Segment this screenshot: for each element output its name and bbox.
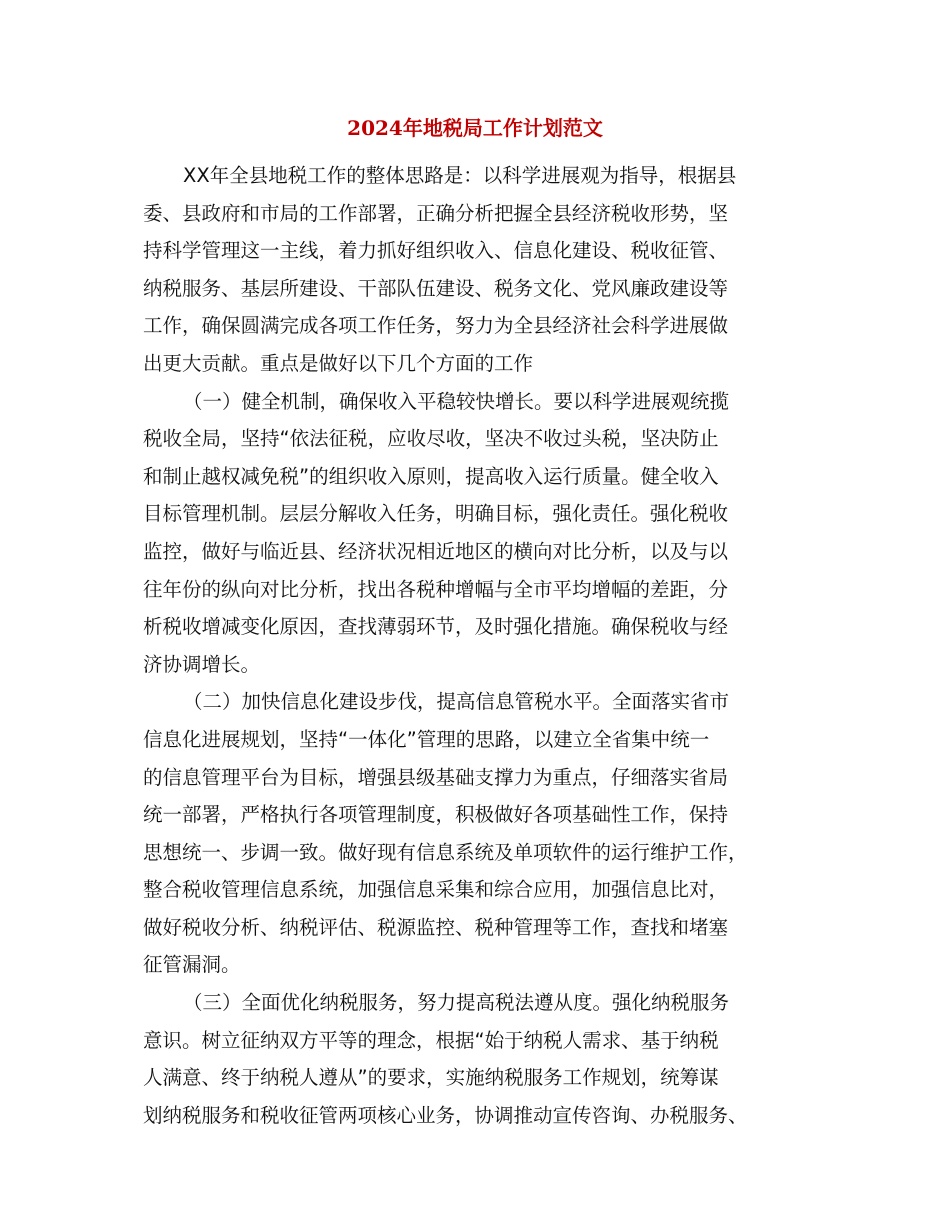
text-line: 析税收增减变化原因，查找薄弱环节，及时强化措施。确保税收与经 [143, 615, 729, 639]
text-line: （二）加快信息化建设步伐，提高信息管税水平。全面落实省市 [183, 690, 730, 714]
text-line: 工作，确保圆满完成各项工作任务，努力为全县经济社会科学进展做 [143, 314, 729, 338]
document-body [143, 157, 803, 1134]
text-line: 的信息管理平台为目标，增强县级基础支撑力为重点，仔细落实省局 [143, 765, 729, 789]
text-line: XX年全县地税工作的整体思路是：以科学进展观为指导，根据县 [183, 164, 737, 187]
text-line: 统一部署，严格执行各项管理制度，积极做好各项基础性工作，保持 [143, 803, 729, 827]
text-line: 往年份的纵向对比分析，找出各税种增幅与全市平均增幅的差距，分 [143, 577, 729, 601]
text-line: 做好税收分析、纳税评估、税源监控、税种管理等工作，查找和堵塞 [143, 915, 729, 939]
text-line: 持科学管理这一主线，着力抓好组织收入、信息化建设、税收征管、 [143, 239, 729, 263]
text-line: 目标管理机制。层层分解收入任务，明确目标，强化责任。强化税收 [143, 502, 729, 526]
text-line: 纳税服务、基层所建设、干部队伍建设、税务文化、党风廉政建设等 [143, 276, 729, 300]
document-title: 2024年地税局工作计划范文 [347, 116, 603, 140]
text-line: 整合税收管理信息系统，加强信息采集和综合应用，加强信息比对， [143, 878, 729, 902]
text-line: 和制止越权减免税”的组织收入原则，提高收入运行质量。健全收入 [143, 464, 719, 488]
text-line: 委、县政府和市局的工作部署，正确分析把握全县经济税收形势，坚 [143, 201, 729, 225]
text-line: （一）健全机制，确保收入平稳较快增长。要以科学进展观统揽 [183, 389, 730, 413]
text-line: 思想统一、步调一致。做好现有信息系统及单项软件的运行维护工作， [143, 840, 748, 864]
text-line: 出更大贡献。重点是做好以下几个方面的工作 [143, 351, 534, 375]
text-line: 征管漏洞。 [143, 953, 241, 977]
text-line: 划纳税服务和税收征管两项核心业务，协调推动宣传咨询、办税服务、 [143, 1103, 748, 1127]
text-line: 济协调增长。 [143, 652, 261, 676]
text-line: 意识。树立征纳双方平等的理念，根据“始于纳税人需求、基于纳税 [143, 1028, 719, 1052]
text-line: 信息化进展规划，坚持“一体化”管理的思路，以建立全省集中统一 [143, 727, 710, 751]
text-line: 监控，做好与临近县、经济状况相近地区的横向对比分析，以及与以 [143, 539, 729, 563]
text-line: 税收全局，坚持“依法征税，应收尽收，坚决不收过头税，坚决防止 [143, 427, 719, 451]
text-line: （三）全面优化纳税服务，努力提高税法遵从度。强化纳税服务 [183, 991, 730, 1015]
text-line: 人满意、终于纳税人遵从”的要求，实施纳税服务工作规划，统筹谋 [143, 1066, 719, 1090]
